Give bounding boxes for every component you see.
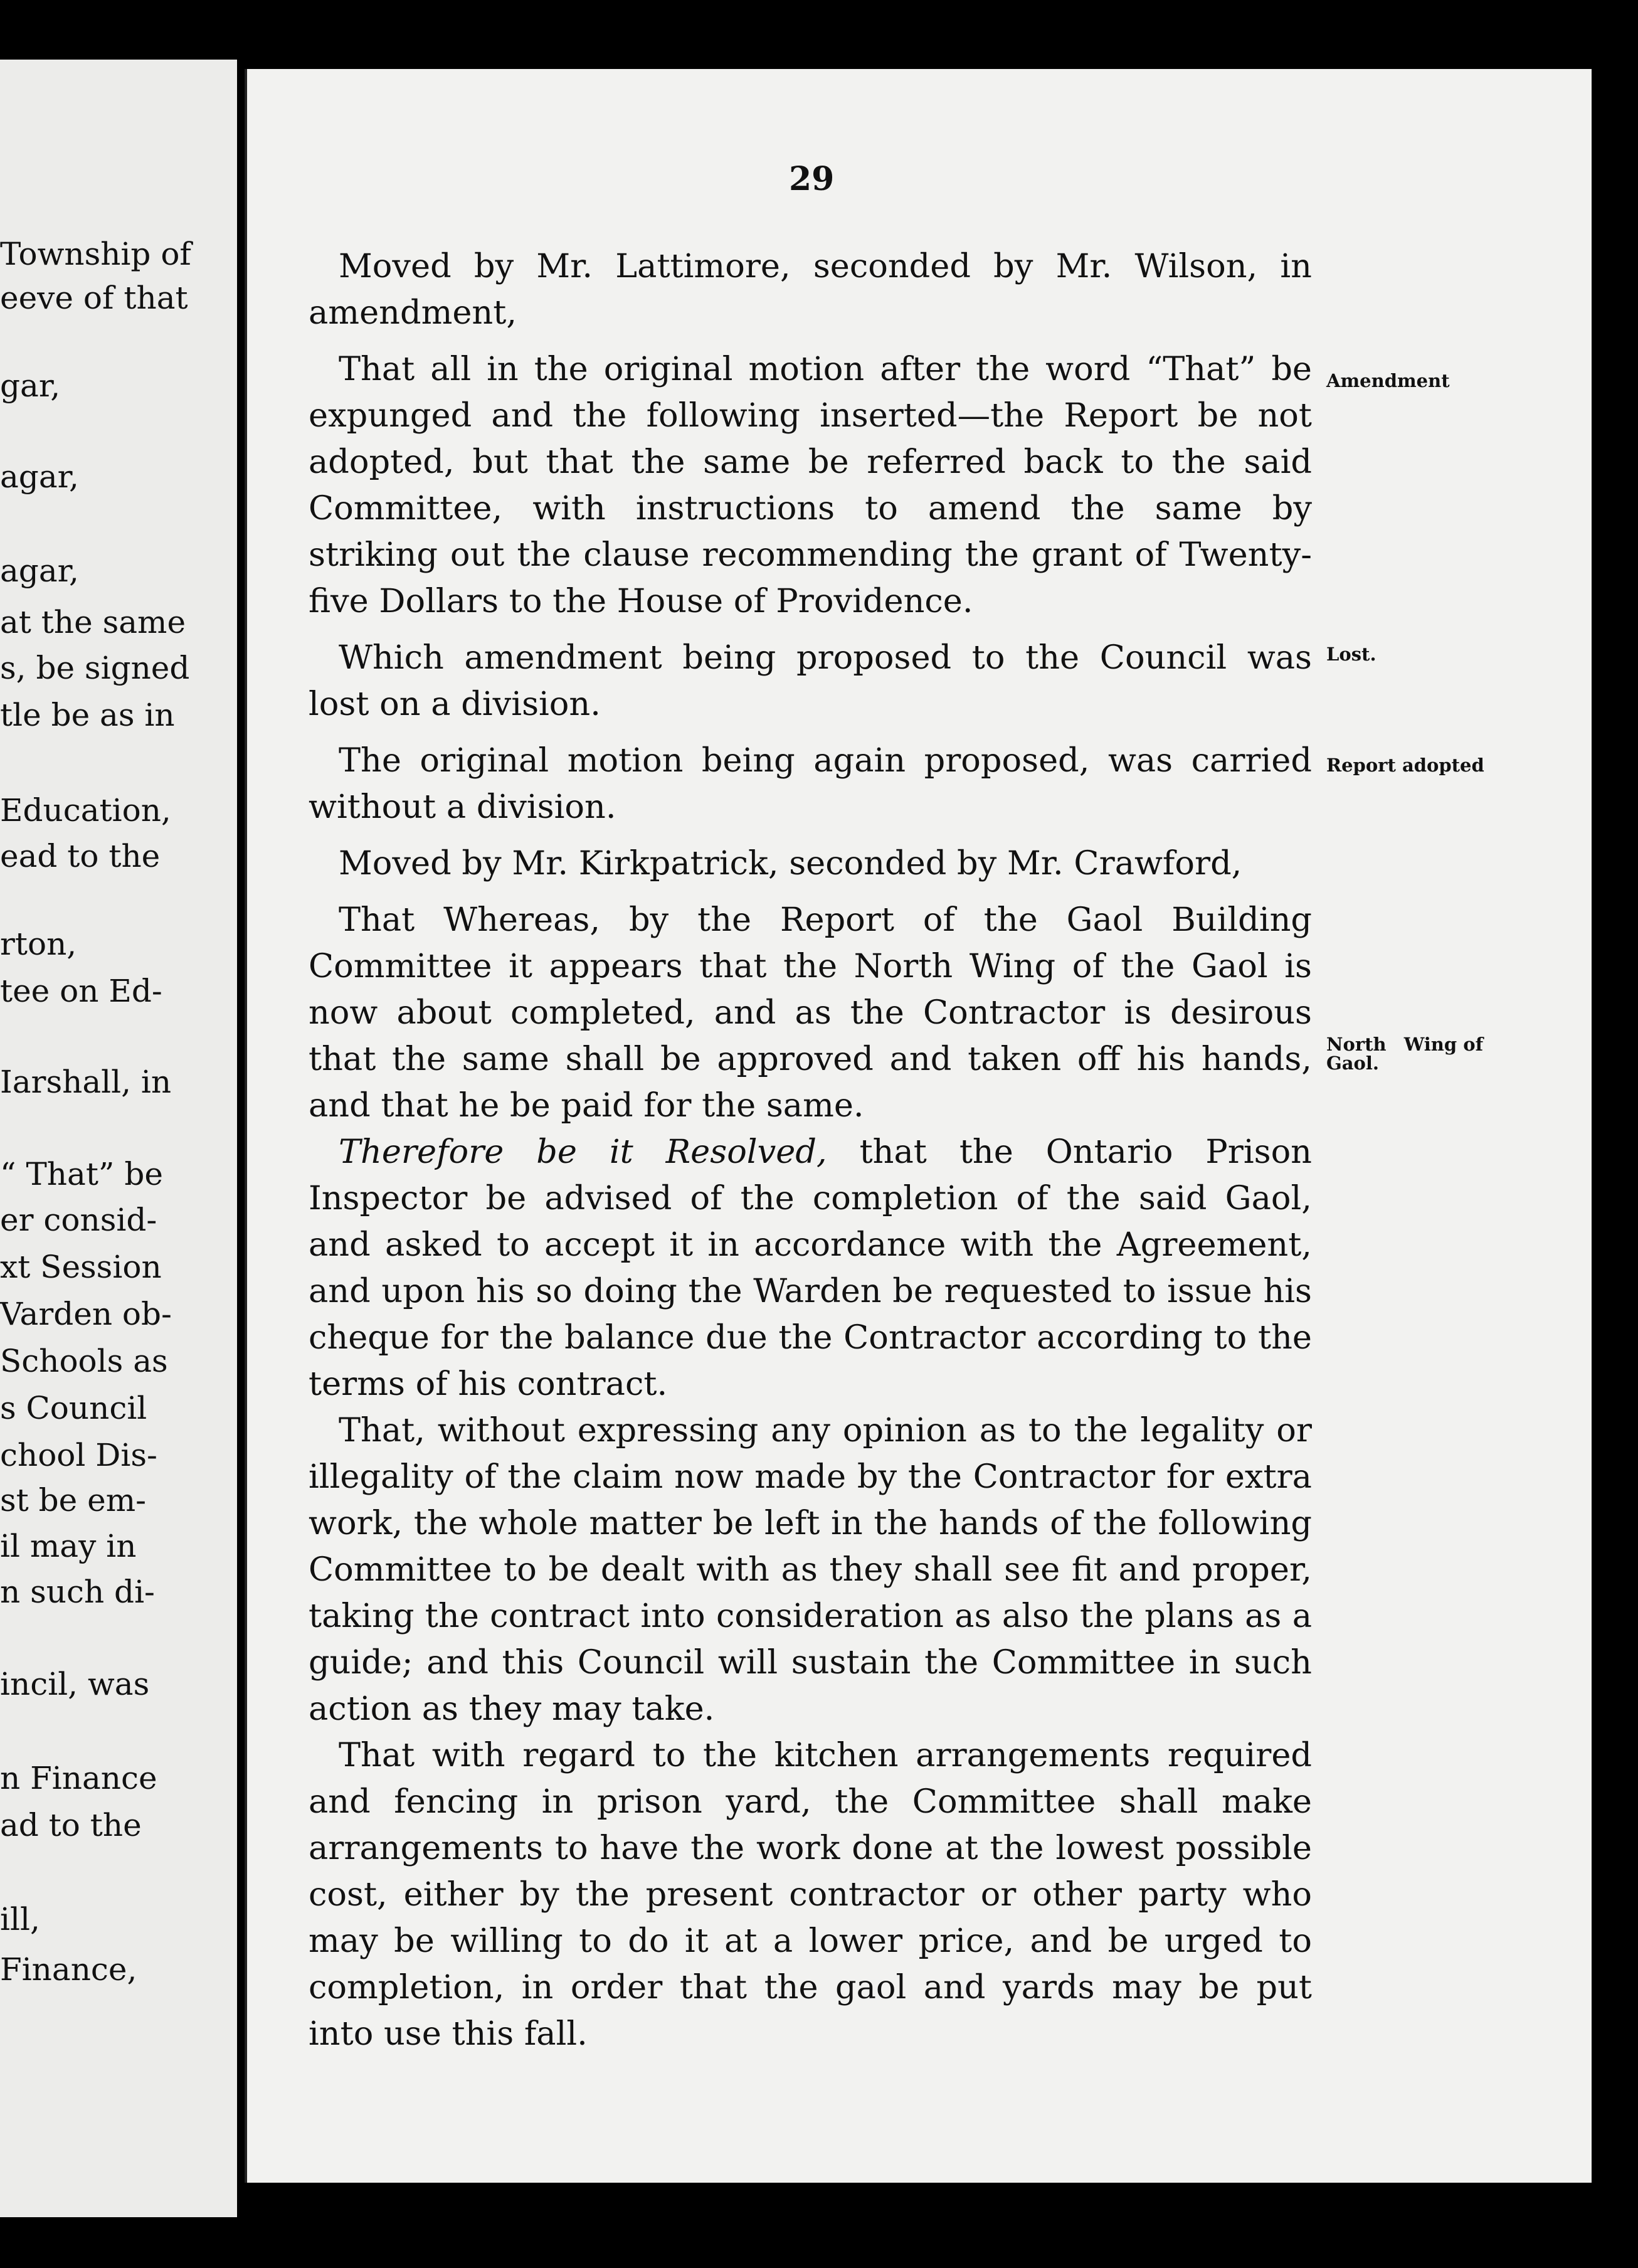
- left-page-line: ill,: [0, 1901, 40, 1937]
- left-page-line: agar,: [0, 458, 79, 495]
- resolved-italic-lead: Therefore be it Resolved,: [339, 1133, 827, 1171]
- paragraph-extra-work: That, without expressing any opinion as to the legality or illegality of the claim now made by the Contractor for extra work, the whole matter be left in the hands of the following Committee to be dealt with as they shall see fit and proper, taking the contract into consideration as also the plans as a guide; and this Council will sustain the Committee in such action as they may take.: [309, 1411, 1312, 1728]
- paragraph-resolved: Therefore be it Resolved, that the Ontario Prison Inspector be advised of the completion of the said Gaol, and asked to accept it in accordance with the Agreement, and upon his so doing the Warden be requested to issue his cheque for the balance due the Contractor according to the terms of his contract.: [309, 1133, 1312, 1403]
- left-page-line: ead to the: [0, 838, 161, 874]
- margin-note-north-wing: [1326, 1035, 1483, 1073]
- left-page-line: st be em-: [0, 1482, 147, 1518]
- left-page-line: “ That” be: [0, 1156, 163, 1192]
- margin-note-north-wing-line1a: North: [1326, 1034, 1387, 1055]
- paragraph-kitchen: That with regard to the kitchen arrangements required and fencing in prison yard, the Committee shall make arrangements to have the work done at the lowest possible cost, either by the present contractor or other party who may be willing to do it at a lower price, and be urged to completion, in order that the gaol and yards may be put into use this fall.: [309, 1736, 1312, 2053]
- left-page-line: er consid-: [0, 1202, 157, 1238]
- main-text: [309, 243, 1312, 2057]
- left-page-line: ad to the: [0, 1807, 142, 1843]
- left-page-line: rton,: [0, 926, 77, 962]
- left-page-line: Education,: [0, 792, 171, 829]
- left-page-line: n such di-: [0, 1574, 155, 1610]
- paragraph-original-carried: The original motion being again proposed, was carried without a division.: [309, 741, 1312, 826]
- left-page-line: tee on Ed-: [0, 973, 162, 1009]
- margin-note-north-wing-line1b: Wing of: [1403, 1034, 1484, 1055]
- margin-note-lost: Lost.: [1326, 644, 1376, 665]
- left-page-line: Finance,: [0, 1951, 137, 1988]
- paragraph-moved-lattimore: Moved by Mr. Lattimore, seconded by Mr. Wilson, in amendment,: [309, 247, 1312, 332]
- left-page-line: Varden ob-: [0, 1296, 172, 1332]
- left-page-line: chool Dis-: [0, 1437, 157, 1473]
- left-page-line: Township of: [0, 236, 191, 272]
- left-page-line: tle be as in: [0, 697, 175, 733]
- left-page-line: xt Session: [0, 1249, 162, 1285]
- left-page-line: agar,: [0, 553, 79, 589]
- left-page-line: s Council: [0, 1390, 147, 1426]
- paragraph-moved-kirkpatrick: Moved by Mr. Kirkpatrick, seconded by Mr. Crawford,: [339, 844, 1242, 882]
- left-page-line: eeve of that: [0, 280, 188, 316]
- left-page-line: il may in: [0, 1528, 137, 1564]
- margin-note-report-adopted: Report adopted: [1326, 755, 1484, 776]
- left-page-line: Schools as: [0, 1343, 168, 1379]
- paragraph-whereas: That Whereas, by the Report of the Gaol Building Committee it appears that the North Wing of the Gaol is now about completed, and as the Contractor is desirous that the same shall be approved and taken off his hands, and that he be paid for the same.: [309, 901, 1312, 1125]
- left-page-line: at the same: [0, 604, 186, 640]
- left-page-fragment: [0, 60, 237, 2217]
- left-page-line: incil, was: [0, 1666, 150, 1702]
- left-page-line: s, be signed: [0, 650, 190, 686]
- left-page-line: gar,: [0, 368, 61, 404]
- paragraph-amendment: That all in the original motion after the word “That” be expunged and the following inserted—the Report be not adopted, but that the same be referred back to the said Committee, with instructions to amend the same by striking out the clause recommending the grant of Twenty-five Dollars to the House of Providence.: [309, 350, 1312, 620]
- left-page-line: n Finance: [0, 1760, 157, 1796]
- page-number: 29: [789, 160, 835, 198]
- paragraph-amendment-lost: Which amendment being proposed to the Council was lost on a division.: [309, 639, 1312, 723]
- left-page-line: Iarshall, in: [0, 1064, 172, 1100]
- margin-note-north-wing-line2: Gaol.: [1326, 1052, 1380, 1074]
- margin-note-amendment: Amendment: [1326, 370, 1450, 391]
